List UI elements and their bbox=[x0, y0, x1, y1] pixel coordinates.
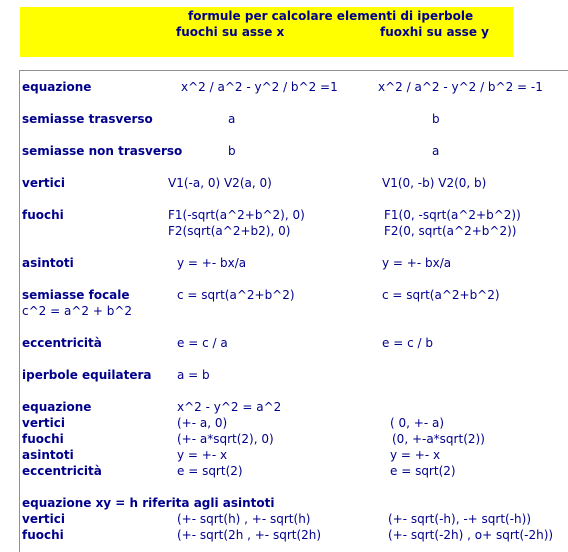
label-asintoti: asintoti bbox=[22, 256, 74, 270]
equazione-x: x^2 / a^2 - y^2 / b^2 =1 bbox=[181, 80, 338, 94]
label-vertici: vertici bbox=[22, 176, 65, 190]
label-xy-vertici: vertici bbox=[22, 512, 65, 526]
fuochi-x-f1: F1(-sqrt(a^2+b^2), 0) bbox=[168, 208, 305, 222]
label-equilatera-vertici: vertici bbox=[22, 416, 65, 430]
label-equilatera-fuochi: fuochi bbox=[22, 432, 64, 446]
equilatera-fuochi-x: (+- a*sqrt(2), 0) bbox=[177, 432, 274, 446]
label-equilatera-asintoti: asintoti bbox=[22, 448, 74, 462]
equilatera-eccentricita-y: e = sqrt(2) bbox=[390, 464, 456, 478]
asintoti-x: y = +- bx/a bbox=[177, 256, 247, 270]
semiasse-non-trasverso-y: a bbox=[432, 144, 440, 158]
semiasse-focale-note: c^2 = a^2 + b^2 bbox=[22, 304, 133, 318]
eccentricita-y: e = c / b bbox=[382, 336, 433, 350]
equazione-y: x^2 / a^2 - y^2 / b^2 = -1 bbox=[378, 80, 543, 94]
label-equilatera-equazione: equazione bbox=[22, 400, 92, 414]
equilatera-asintoti-x: y = +- x bbox=[177, 448, 228, 462]
semiasse-focale-y: c = sqrt(a^2+b^2) bbox=[382, 288, 500, 302]
semiasse-non-trasverso-x: b bbox=[228, 144, 236, 158]
xy-fuochi-y: (+- sqrt(-2h) , o+ sqrt(-2h)) bbox=[388, 528, 554, 542]
vertici-y: V1(0, -b) V2(0, b) bbox=[382, 176, 487, 190]
label-semiasse-non-trasverso: semiasse non trasverso bbox=[22, 144, 183, 158]
equilatera-vertici-y: ( 0, +- a) bbox=[390, 416, 444, 430]
xy-vertici-x: (+- sqrt(h) , +- sqrt(h) bbox=[177, 512, 311, 526]
equilatera-vertici-x: (+- a, 0) bbox=[177, 416, 228, 430]
equilatera-equazione-x: x^2 - y^2 = a^2 bbox=[177, 400, 282, 414]
equilatera-eccentricita-x: e = sqrt(2) bbox=[177, 464, 243, 478]
column-header-y-axis: fuoxhi su asse y bbox=[380, 25, 489, 39]
label-equazione: equazione bbox=[22, 80, 92, 94]
equilatera-fuochi-y: (0, +-a*sqrt(2)) bbox=[392, 432, 485, 446]
equilatera-asintoti-y: y = +- x bbox=[390, 448, 441, 462]
label-equilatera-eccentricita: eccentricità bbox=[22, 464, 102, 478]
xy-fuochi-x: (+- sqrt(2h , +- sqrt(2h) bbox=[177, 528, 322, 542]
xy-vertici-y: (+- sqrt(-h), -+ sqrt(-h)) bbox=[388, 512, 532, 526]
fuochi-y-f1: F1(0, -sqrt(a^2+b^2)) bbox=[384, 208, 521, 222]
iperbole-equilatera-value: a = b bbox=[177, 368, 210, 382]
label-semiasse-focale: semiasse focale bbox=[22, 288, 130, 302]
fuochi-x-f2: F2(sqrt(a^2+b2), 0) bbox=[168, 224, 291, 238]
column-header-x-axis: fuochi su asse x bbox=[176, 25, 285, 39]
semiasse-trasverso-y: b bbox=[432, 112, 440, 126]
semiasse-focale-x: c = sqrt(a^2+b^2) bbox=[177, 288, 295, 302]
heading-xy-asintoti: equazione xy = h riferita agli asintoti bbox=[22, 496, 275, 510]
semiasse-trasverso-x: a bbox=[228, 112, 236, 126]
vertici-x: V1(-a, 0) V2(a, 0) bbox=[168, 176, 272, 190]
eccentricita-x: e = c / a bbox=[177, 336, 228, 350]
banner-title: formule per calcolare elementi di iperbole bbox=[188, 9, 474, 23]
label-fuochi: fuochi bbox=[22, 208, 64, 222]
label-eccentricita: eccentricità bbox=[22, 336, 102, 350]
heading-iperbole-equilatera: iperbole equilatera bbox=[22, 368, 152, 382]
asintoti-y: y = +- bx/a bbox=[382, 256, 452, 270]
label-xy-fuochi: fuochi bbox=[22, 528, 64, 542]
header-banner bbox=[20, 7, 513, 57]
label-semiasse-trasverso: semiasse trasverso bbox=[22, 112, 153, 126]
fuochi-y-f2: F2(0, sqrt(a^2+b^2)) bbox=[384, 224, 517, 238]
